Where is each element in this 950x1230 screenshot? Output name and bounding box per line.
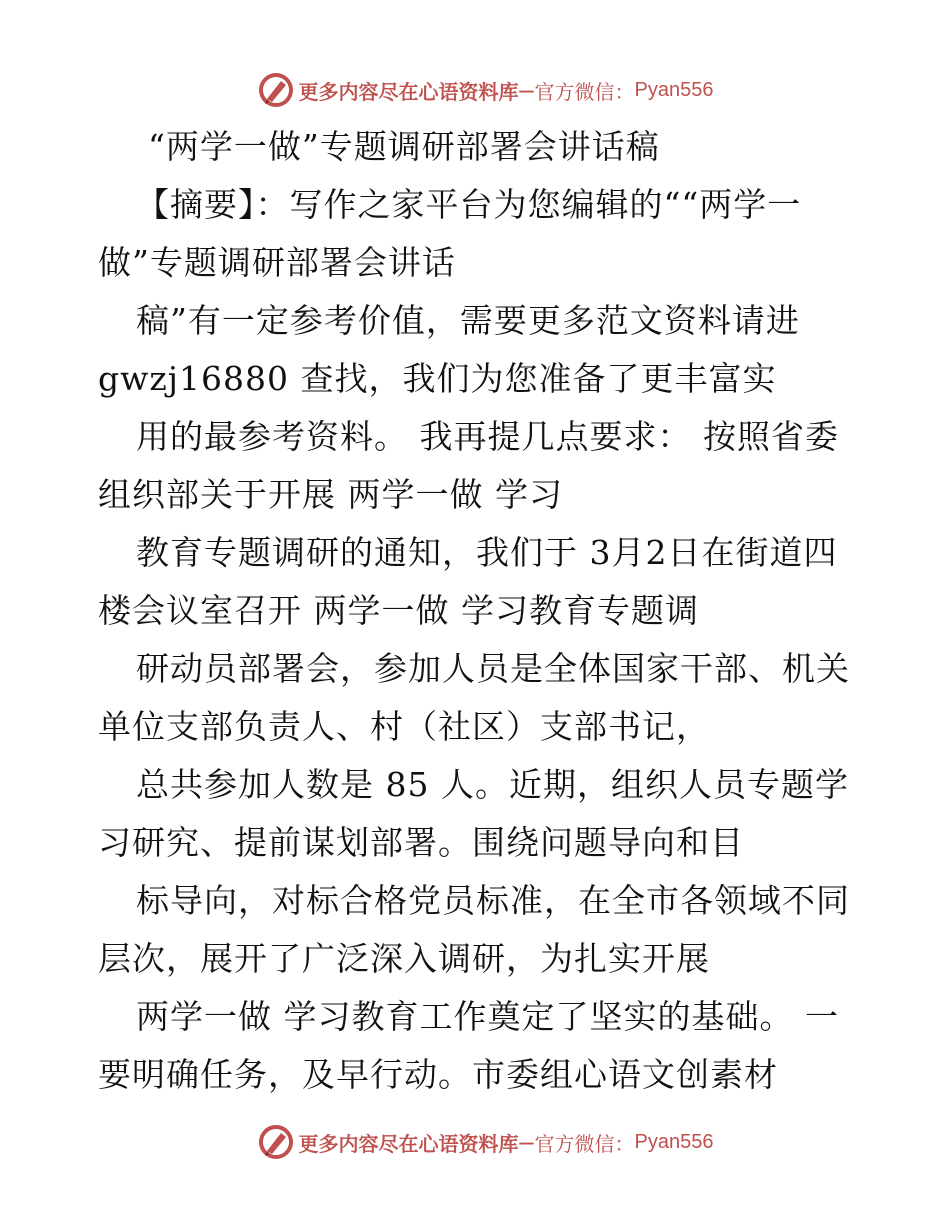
pen-logo-icon (257, 71, 295, 109)
text-line: 【摘要】：写作之家平台为您编辑的““两学一 (136, 185, 802, 224)
watermark-wechat-id: Pyan556 (634, 78, 714, 101)
text-line: 楼会议室召开 两学一做 学习教育专题调 (98, 591, 699, 630)
watermark-official-label: 官方微信： (534, 79, 635, 104)
watermark-dash: — (518, 80, 535, 100)
text-line: 要明确任务，及早行动。市委组心语文创素材 (98, 1055, 778, 1094)
text-line: 组织部关于开展 两学一做 学习 (98, 475, 563, 514)
footer-watermark (0, 1122, 950, 1162)
watermark-site-text: 更多内容尽在心语资料库 (298, 1131, 519, 1156)
text-line: 标导向，对标合格党员标准，在全市各领域不同 (136, 881, 850, 920)
watermark-official-label: 官方微信： (534, 1131, 635, 1156)
text-line: 两学一做 学习教育工作奠定了坚实的基础。 一 (136, 997, 839, 1036)
text-line: 层次，展开了广泛深入调研，为扎实开展 (98, 939, 710, 978)
document-body (98, 124, 858, 1110)
watermark-group (257, 71, 714, 109)
text-line: 教育专题调研的通知，我们于 3月2日在街道四 (136, 533, 838, 572)
header-watermark (0, 70, 950, 110)
text-line: 单位支部负责人、村（社区）支部书记， (98, 707, 710, 746)
text-line: 习研究、提前谋划部署。围绕问题导向和目 (98, 823, 744, 862)
pen-logo-icon (257, 1123, 295, 1161)
watermark-group (257, 1123, 714, 1161)
text-line: 做”专题调研部署会讲话 (98, 243, 456, 282)
watermark-site-text: 更多内容尽在心语资料库 (298, 79, 519, 104)
document-title: “两学一做”专题调研部署会讲话稿 (148, 127, 660, 166)
text-line: 用的最参考资料。 我再提几点要求： 按照省委 (136, 417, 839, 456)
text-line: 研动员部署会，参加人员是全体国家干部、机关 (136, 649, 850, 688)
watermark-wechat-id: Pyan556 (634, 1130, 714, 1153)
text-line: gwzj16880 查找，我们为您准备了更丰富实 (98, 359, 777, 398)
watermark-dash: — (518, 1132, 535, 1152)
text-line: 总共参加人数是 85 人。近期，组织人员专题学 (136, 765, 849, 804)
text-line: 稿”有一定参考价值，需要更多范文资料请进 (136, 301, 800, 340)
